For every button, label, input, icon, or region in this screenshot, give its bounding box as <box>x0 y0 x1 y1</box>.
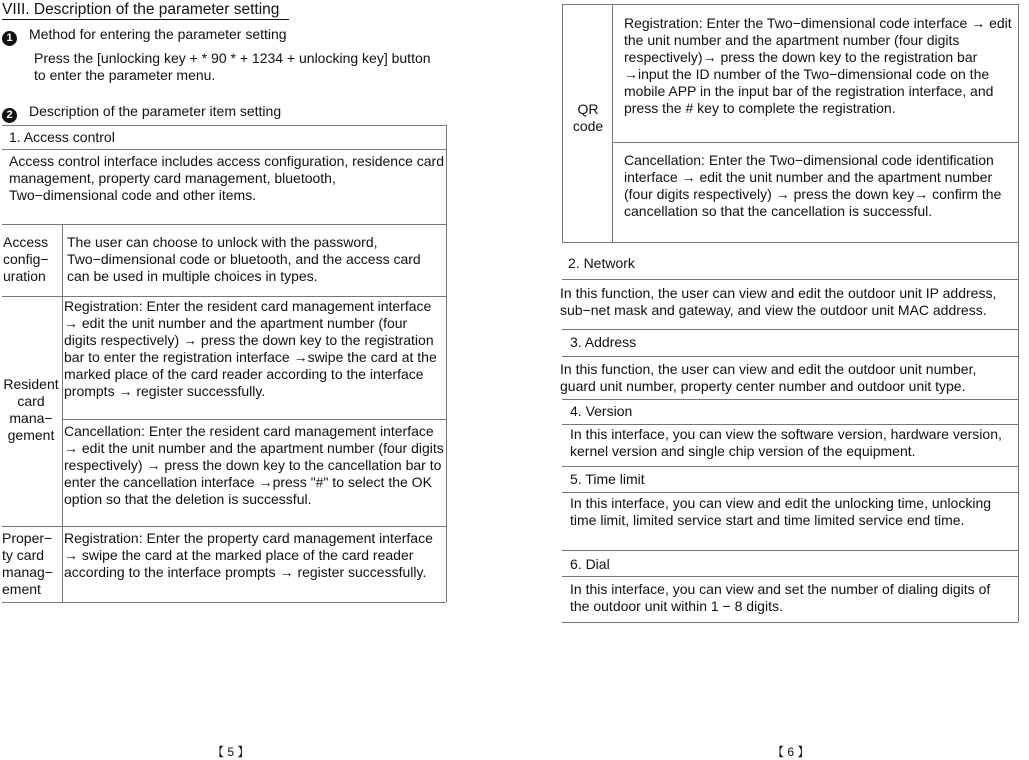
table-rule <box>2 224 446 225</box>
resident-card-registration: Registration: Enter the resident card management interface → edit the unit number and the apartment number (four digits respectively) → press the down key to the registration bar to enter the registration interface →swipe the card at the marked place of the card reader according to the interface prompts → register successfully. <box>64 298 437 399</box>
row-label-access-configuration: Access config− uration <box>3 234 49 284</box>
version-header: 4. Version <box>570 403 633 419</box>
row-label-property-card: Proper− ty card manag− ement <box>2 530 53 597</box>
table-rule <box>2 125 446 126</box>
step-1 <box>2 25 287 46</box>
time-limit-text: In this interface, you can view and edit the unlocking time, unlocking time limit, limited service start and time limited service end time. <box>570 495 992 528</box>
qr-code-registration: Registration: Enter the Two−dimensional code interface → edit the unit number and the apartment number (four digits respectively)→ press the down key to the registration bar →input the ID number of the Two−dimensional code on the mobile APP in the input bar of the registration interface, and press the # key to complete the registration. <box>624 15 1012 116</box>
table-rule <box>2 149 446 150</box>
table-rule <box>2 296 446 297</box>
table-rule <box>612 142 1018 143</box>
section-rule <box>562 399 1018 400</box>
step-number-1-icon: 1 <box>2 31 17 46</box>
version-text: In this interface, you can view the software version, hardware version, kernel version and single chip version of the equipment. <box>570 426 1002 459</box>
section-title: VIII. Description of the parameter setting <box>2 0 289 20</box>
table-rule <box>1018 4 1019 242</box>
page-number-right: 【 6 】 <box>772 745 810 759</box>
step-1-instructions: Press the [unlocking key + * 90 * + 1234 + unlocking key] button to enter the parameter menu. <box>34 50 431 83</box>
qr-code-cancellation: Cancellation: Enter the Two−dimensional code identification interface → edit the unit number and the apartment number (four digits respectively) → press the down key→ confirm the cancellation so that the cancellation is successful. <box>624 152 1002 219</box>
table-rule <box>562 4 563 242</box>
table-rule <box>446 125 447 602</box>
table-rule <box>62 224 63 602</box>
address-header: 3. Address <box>570 334 637 350</box>
row-label-resident-card: Resident card mana− gement <box>3 376 59 443</box>
section-rule <box>562 492 1018 493</box>
step-2 <box>2 102 281 123</box>
section-rule <box>562 576 1018 577</box>
access-control-intro: Access control interface includes access configuration, residence card management, property card management, bluetooth, Two−dimensional code and other items. <box>9 153 444 203</box>
row-text-access-configuration: The user can choose to unlock with the password, Two−dimensional code or bluetooth, and the access card can be used in multiple choices in types. <box>67 234 421 284</box>
section-rule <box>562 622 1018 623</box>
step-2-label: Description of the parameter item setting <box>29 103 282 119</box>
property-card-registration: Registration: Enter the property card management interface → swipe the card at the marked place of the card reader according to the interface prompts → register successfully. <box>64 530 433 580</box>
access-control-header: 1. Access control <box>9 129 115 145</box>
table-rule <box>2 526 446 527</box>
section-rule <box>562 466 1018 467</box>
section-rule <box>562 424 1018 425</box>
time-limit-header: 5. Time limit <box>570 471 645 487</box>
row-label-qr-code: QR code <box>572 101 604 134</box>
section-rule <box>562 279 1018 280</box>
step-1-label: Method for entering the parameter setting <box>29 26 287 42</box>
table-rule <box>612 4 613 242</box>
address-text: In this function, the user can view and edit the outdoor unit number, guard unit number, property center number and outdoor unit type. <box>560 361 977 394</box>
table-rule <box>2 602 446 603</box>
section-rule <box>562 550 1018 551</box>
section-rule <box>562 356 1018 357</box>
section-rule <box>562 329 1018 330</box>
table-rule <box>62 419 446 420</box>
dial-header: 6. Dial <box>570 556 610 572</box>
dial-text: In this interface, you can view and set the number of dialing digits of the outdoor unit within 1 − 8 digits. <box>570 581 991 614</box>
resident-card-cancellation: Cancellation: Enter the resident card management interface → edit the unit number and the apartment number (four digits respectively) → press the down key to the cancellation bar to enter the cancellation interface →press "#" to select the OK option so that the deletion is successful. <box>64 423 444 507</box>
table-rule <box>562 4 1018 5</box>
page-number-left: 【 5 】 <box>212 745 250 759</box>
network-header: 2. Network <box>568 255 635 271</box>
network-text: In this function, the user can view and edit the outdoor unit IP address, sub−net mask and gateway, and view the outdoor unit MAC address. <box>560 285 997 318</box>
step-number-2-icon: 2 <box>2 108 17 123</box>
table-rule <box>562 242 1018 243</box>
